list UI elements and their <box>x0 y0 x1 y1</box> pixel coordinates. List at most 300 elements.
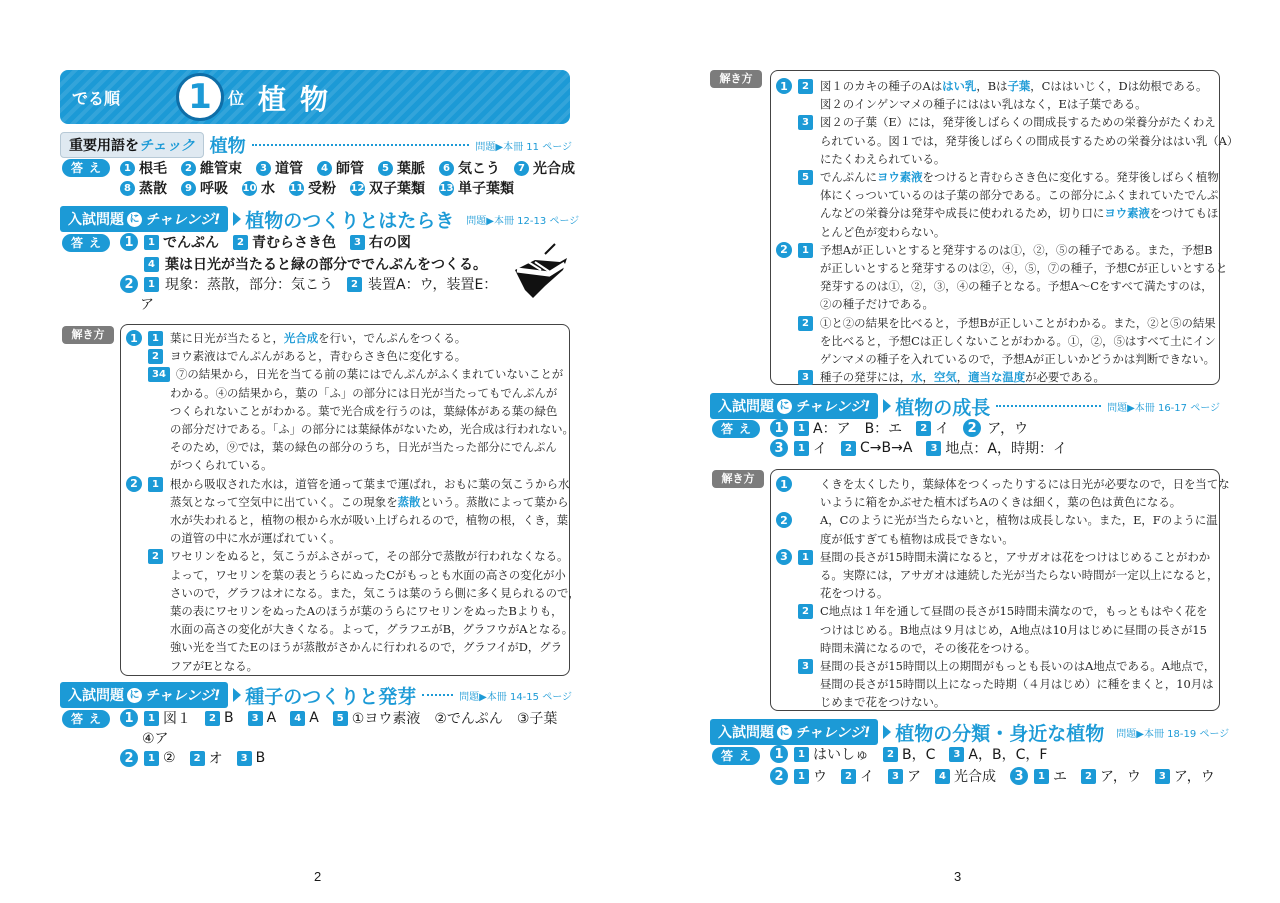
answer-label: 答え <box>62 710 110 728</box>
explanation-line <box>820 368 1105 386</box>
item-number: 2 <box>841 441 856 456</box>
answer-item <box>1081 766 1141 786</box>
answer-text: ア，ウ <box>1100 769 1141 785</box>
question-number: 1 <box>120 709 138 727</box>
explanation-line <box>820 584 888 602</box>
answer-text: 双子葉類 <box>369 181 425 197</box>
explanation-line <box>820 77 1207 95</box>
question-number: 2 <box>120 275 138 293</box>
question-number: 3 <box>776 549 792 565</box>
text-run: ⑦の結果から，日光を当てる前の葉にはでんぷんがふくまれていないことが <box>176 367 564 382</box>
answer-item <box>289 178 336 198</box>
answer-text: 蒸散 <box>139 181 167 197</box>
text-run: よって，ワセリンを葉の表とうらにぬったCがもっとも水面の高さの変化が小 <box>170 567 566 582</box>
item-number: 2 <box>233 235 248 250</box>
answer-text: 根毛 <box>139 161 167 177</box>
item-number: 11 <box>289 182 304 194</box>
answer-item <box>317 158 364 178</box>
answer-text: 受粉 <box>308 181 336 197</box>
explanation-line <box>170 529 341 547</box>
item-number: 4 <box>290 711 305 726</box>
question-number: 2 <box>776 512 792 528</box>
text-run: 水面の高さの変化が大きくなる。よって，グラフエがB，グラフウがAとなる。 <box>170 622 574 637</box>
answer-text: ア <box>907 769 921 785</box>
text-run: ， <box>956 370 969 385</box>
answer-text: 葉脈 <box>397 161 425 177</box>
challenge-1-title: 植物のつくりとはたらき <box>245 209 455 232</box>
text-run: 種子の発芽には， <box>820 370 912 385</box>
explanation-line <box>820 113 1216 131</box>
challenge-2-header <box>60 684 572 706</box>
item-number: 4 <box>317 161 332 176</box>
explanation-line <box>170 329 466 347</box>
answer-item <box>350 178 425 198</box>
explanation-line <box>820 204 1218 222</box>
text-run: つくられないことがわかる。葉で光合成を行うのは，葉緑体がある葉の緑色 <box>170 403 558 418</box>
sub-number: 1 <box>144 277 159 292</box>
text-run: ゲンマメの種子を入れているので，予想Aが正しいかどうかは判断できない。 <box>820 352 1216 366</box>
explanation-line <box>170 384 557 402</box>
keyword-answers-row-1 <box>120 158 583 178</box>
explanation-label: 解き方 <box>710 70 762 88</box>
explanation-line <box>820 621 1207 639</box>
answer-text: B <box>224 710 234 726</box>
text-run: フアがEとなる。 <box>170 658 259 673</box>
challenge-1-answer-row <box>144 254 487 274</box>
challenge-1-header <box>60 208 580 232</box>
banner-title: 植物 <box>258 83 343 116</box>
question-number: 1 <box>776 78 792 94</box>
text-run: そのため，⑨では，葉の緑色の部分のうち，日光が当たった部分にでんぷん <box>170 440 557 455</box>
explanation-line <box>820 657 1215 675</box>
item-number: 3 <box>350 235 365 250</box>
leaf-figure-icon <box>505 240 575 302</box>
question-number: 1 <box>770 745 788 763</box>
answer-item <box>439 178 514 198</box>
question-number: 2 <box>776 242 792 258</box>
item-number: 9 <box>181 181 196 196</box>
answer-text: オ <box>208 751 223 767</box>
text-run: 葉の表にワセリンをぬったAのほうが葉のうらにワセリンをぬったBよりも， <box>170 604 563 618</box>
explanation-line <box>820 223 945 241</box>
text-run: る。実際には，アサガオは連続した光が当たらない時間が一定以上になると， <box>820 568 1219 582</box>
challenge-4-title: 植物の分類・身近な植物 <box>895 722 1105 745</box>
explanation-line <box>820 530 1014 548</box>
challenge-pill: 入試問題 に チャレンジ! <box>60 206 228 232</box>
text-run: 昼間の長さが15時間以上の期間がもっとも長いのはA地点である。A地点で， <box>820 659 1216 673</box>
item-number: 2 <box>883 747 898 762</box>
answer-item <box>794 438 827 458</box>
item-number: 2 <box>205 711 220 726</box>
challenge-pill: 入試問題 に チャレンジ! <box>710 719 878 745</box>
sub-number: 2 <box>798 604 813 619</box>
text-run: んなどの栄養分は発芽や成長に使われるため，切り口に <box>820 206 1105 221</box>
sub-number: 2 <box>798 316 813 331</box>
text-run: 水が失われると，植物の根から水が吸い上げられるので，植物の根，くき，葉 <box>170 513 568 527</box>
item-number: 13 <box>439 182 454 194</box>
challenge-3-header <box>710 395 1220 417</box>
explanation-line <box>820 566 1218 584</box>
challenge-3-title: 植物の成長 <box>895 396 991 419</box>
answer-text: ア，ウ <box>987 421 1029 437</box>
explanation-label: 解き方 <box>62 326 114 344</box>
explanation-line <box>820 693 945 711</box>
explanation-line <box>820 241 1213 259</box>
challenge-1-answer-row <box>120 274 497 294</box>
answer-text: 光合成 <box>954 769 996 785</box>
answer-item <box>514 158 575 178</box>
explanation-line <box>820 186 1218 204</box>
item-number: 2 <box>916 421 931 436</box>
arrow-icon <box>883 725 891 739</box>
keyword-section-header <box>60 134 572 156</box>
text-run: にたくわえられている。 <box>820 151 946 166</box>
question-number: 2 <box>120 749 138 767</box>
answer-item <box>439 158 500 178</box>
answer-item <box>144 232 219 252</box>
answer-text: イ <box>935 421 950 437</box>
question-number: 2 <box>963 419 981 437</box>
item-number: 7 <box>514 161 529 176</box>
explanation-label: 解き方 <box>712 470 764 488</box>
question-number: 1 <box>120 233 138 251</box>
text-run: をつけると青むらさき色に変化する。発芽後しばらく植物 <box>922 170 1219 184</box>
page-number: 2 <box>314 869 322 884</box>
sub-number: 1 <box>798 243 813 258</box>
text-run: でんぷんに <box>820 170 877 184</box>
challenge-4-answer-row <box>770 766 1223 786</box>
explanation-line <box>820 639 1036 657</box>
explanation-line <box>170 547 568 565</box>
text-run: ②の種子だけである。 <box>820 297 934 312</box>
answer-item <box>350 232 411 252</box>
answer-item <box>883 744 935 764</box>
item-number: 2 <box>181 161 196 176</box>
answer-text: A <box>266 710 277 726</box>
right-page <box>640 0 1280 903</box>
explanation-line <box>820 259 1227 277</box>
answer-item <box>181 178 228 198</box>
answer-text: C→B→A <box>860 440 913 456</box>
highlight-term: 空気 <box>933 370 957 385</box>
item-number: 1 <box>144 711 159 726</box>
challenge-pill: 入試問題 に チャレンジ! <box>60 682 228 708</box>
explanation-line <box>170 475 569 493</box>
arrow-icon <box>883 399 891 413</box>
answer-text: 右の図 <box>369 235 411 251</box>
explanation-line <box>170 511 568 529</box>
text-run: 昼間の長さが15時間以上になった時期（４月はじめ）に種をまくと，10月は <box>820 677 1214 692</box>
answer-text: B，C <box>902 747 936 763</box>
text-run: 花をつける。 <box>820 586 889 601</box>
text-run: 昼間の長さが15時間未満になると，アサガオは花をつけはじめることがわか <box>820 549 1211 564</box>
answer-item <box>248 710 277 726</box>
item-number: 3 <box>237 751 252 766</box>
item-number: 3 <box>1155 769 1170 784</box>
arrow-icon <box>233 688 241 702</box>
item-number: 2 <box>190 751 205 766</box>
explanation-line <box>820 493 1181 511</box>
challenge-4-ref: 問題▶本冊 18-19 ページ <box>1116 728 1230 740</box>
answer-item <box>233 232 336 252</box>
text-run: 強い光を当てたEのほうが蒸散がさかんに行われるので，グラフイがD，グラ <box>170 640 563 655</box>
text-run: 度が低すぎても植物は成長できない。 <box>820 531 1014 546</box>
answer-item <box>181 158 242 178</box>
highlight-term: ヨウ素液 <box>1104 206 1150 221</box>
item-number: 1 <box>144 235 159 250</box>
explanation-line <box>820 150 945 168</box>
sub-number: 2 <box>148 549 163 564</box>
text-run: C地点は１年を通して昼間の長さが15時間未満なので，もっともはやく花を <box>820 604 1208 619</box>
answer-item <box>242 178 275 198</box>
explanation-line <box>820 548 1210 566</box>
answer-text: でんぷん <box>163 235 219 251</box>
explanation-line <box>820 511 1218 529</box>
answer-text: A <box>309 710 319 726</box>
explanation-line <box>170 420 574 438</box>
answer-text: エ <box>1053 769 1067 785</box>
text-run: ①と②の結果を比べると，予想Bが正しいことがわかる。また，②と⑤の結果 <box>820 315 1216 330</box>
item-number: 3 <box>949 747 964 762</box>
answer-item <box>190 748 223 768</box>
challenge-4-answer-row <box>770 744 1055 764</box>
text-run: を比べると，予想Cは正しくないことがわかる。①，②，⑤はすべて土にイン <box>820 333 1216 348</box>
explanation-line <box>170 602 563 620</box>
answer-text: ウ <box>813 769 827 785</box>
text-run: 葉に日光が当たると， <box>170 331 284 345</box>
answer-text: 道管 <box>275 161 303 177</box>
answer-text: 気こう <box>458 161 500 177</box>
item-number: 1 <box>144 751 159 766</box>
banner-rank-suffix: 位 <box>228 89 245 108</box>
answer-text: B <box>255 750 266 766</box>
item-number: 1 <box>794 769 809 784</box>
answer-label: 答え <box>712 420 760 438</box>
answer-label: 答え <box>62 159 110 177</box>
answer-item <box>290 710 319 726</box>
answer-text: 現象：蒸散，部分：気こう <box>165 277 333 293</box>
answer-item <box>378 158 425 178</box>
sub-number: 2 <box>347 277 362 292</box>
arrow-icon <box>233 212 241 226</box>
item-number: 1 <box>120 161 135 176</box>
text-run: 体にくっついているのは子葉の部分である。この部分にふくまれていたでんぷ <box>820 188 1219 203</box>
explanation-line <box>820 475 1230 493</box>
text-run: 根から吸収された水は，道管を通って葉まで運ばれ，おもに葉の気こうから水 <box>170 476 570 491</box>
sub-number: 34 <box>148 367 170 382</box>
keyword-pill: 重要用語をチェック <box>60 132 204 158</box>
answer-item <box>256 158 303 178</box>
text-run: 図２のインゲンマメの種子にははい乳はなく，Eは子葉である。 <box>820 97 1147 112</box>
answer-item <box>1034 766 1067 786</box>
answer-text: A，B，C，F <box>968 747 1048 763</box>
text-run: A，Cのように光が当たらないと，植物は成長しない。また，E，Fのように温 <box>820 513 1218 528</box>
answer-item <box>916 418 949 438</box>
text-run: 蒸気となって空気中に出ていく。この現象を <box>170 494 398 509</box>
answer-item <box>841 440 912 456</box>
text-run: くきを太くしたり，葉緑体をつくったりするには日光が必要なので，日を当てな <box>820 477 1230 491</box>
item-number: 6 <box>439 161 454 176</box>
question-number: 1 <box>770 419 788 437</box>
question-number: 2 <box>126 476 142 492</box>
banner-deru: でる順 <box>72 89 121 108</box>
answer-text: イ <box>813 441 827 457</box>
challenge-4-header <box>710 721 1230 745</box>
text-run: いように箱をかぶせた植木ばちAのくきは細く，葉の色は黄色になる。 <box>820 495 1182 510</box>
challenge-2-title: 種子のつくりと発芽 <box>245 685 417 708</box>
explanation-line <box>170 493 568 511</box>
question-number: 2 <box>770 767 788 785</box>
text-run: が正しいとすると発芽するのは②，④，⑤，⑦の種子，予想Cが正しいとすると <box>820 261 1228 275</box>
answer-text: 光合成 <box>533 161 575 177</box>
text-run: じめまで花をつけない。 <box>820 695 946 710</box>
text-run: られている。図１では，発芽後しばらくの間成長するための栄養分ははい乳（A） <box>820 133 1239 148</box>
text-run: 図１のカキの種子のAは <box>820 79 943 93</box>
item-number: 1 <box>794 421 809 436</box>
explanation-line <box>170 657 258 675</box>
explanation-line <box>820 95 1147 113</box>
explanation-line <box>170 566 566 584</box>
answer-item <box>333 708 558 728</box>
keyword-answers-row-2 <box>120 178 522 198</box>
highlight-term: 光合成 <box>283 331 319 345</box>
text-run: ワセリンをぬると，気こうがふさがって，その部分で蒸散が行われなくなる。 <box>170 549 569 564</box>
answer-item <box>144 708 191 728</box>
text-run: ，Bは <box>976 79 1008 93</box>
text-run: が必要である。 <box>1025 370 1105 385</box>
answer-text: 維管束 <box>200 161 242 177</box>
chapter-banner <box>60 70 570 124</box>
highlight-term: 適当な温度 <box>968 370 1026 385</box>
answer-item <box>120 178 167 198</box>
answer-text: 呼吸 <box>200 181 228 197</box>
sub-number: 1 <box>798 550 813 565</box>
highlight-term: 蒸散 <box>397 494 421 509</box>
item-number: 2 <box>1081 769 1096 784</box>
answer-item <box>1155 766 1215 786</box>
explanation-line <box>170 638 562 656</box>
answer-text: 師管 <box>336 161 364 177</box>
item-number: 5 <box>333 711 348 726</box>
question-number: 3 <box>1010 767 1028 785</box>
sub-number: 3 <box>798 115 813 130</box>
answer-item <box>926 438 1067 458</box>
explanation-line <box>176 365 563 383</box>
answer-text: はいしゅ <box>813 747 869 763</box>
explanation-line <box>820 602 1207 620</box>
answer-item <box>237 750 266 766</box>
item-number: 1 <box>794 747 809 762</box>
challenge-pill: 入試問題 に チャレンジ! <box>710 393 878 419</box>
item-number: 1 <box>1034 769 1049 784</box>
challenge-1-ref: 問題▶本冊 12-13 ページ <box>466 215 580 227</box>
explanation-line <box>820 314 1216 332</box>
item-number: 1 <box>794 441 809 456</box>
text-run: ヨウ素液はでんぷんがあると，青むらさき色に変化する。 <box>170 349 467 364</box>
item-number: 12 <box>350 182 365 194</box>
explanation-line <box>820 295 934 313</box>
challenge-3-ref: 問題▶本冊 16-17 ページ <box>1107 402 1220 414</box>
answer-text: 装置A：ウ，装置E： <box>368 277 498 293</box>
explanation-line <box>820 675 1214 693</box>
challenge-2-answer-row <box>120 748 273 768</box>
answer-text: ② <box>163 750 176 766</box>
dotted-leader <box>422 694 453 696</box>
item-number: 3 <box>888 769 903 784</box>
question-number: 1 <box>776 476 792 492</box>
challenge-2-answer-row <box>142 728 169 748</box>
highlight-term: 水 <box>911 370 923 385</box>
page-number: 3 <box>954 869 962 884</box>
text-run: 時間未満になるので，その後花をつける。 <box>820 640 1037 655</box>
answer-item <box>841 766 874 786</box>
challenge-3-answer-row <box>770 438 1075 458</box>
text-run: わかる。④の結果から，葉の「ふ」の部分には日光が当たってもでんぷんが <box>170 385 558 400</box>
answer-text: 図１ <box>163 711 191 727</box>
explanation-line <box>170 620 573 638</box>
question-number: 1 <box>126 330 142 346</box>
answer-item <box>949 744 1047 764</box>
challenge-1-answer-row <box>140 294 154 314</box>
sub-number: 2 <box>798 79 813 94</box>
highlight-term: 子葉 <box>1007 79 1031 93</box>
highlight-term: ヨウ素液 <box>876 170 923 184</box>
explanation-line <box>820 132 1238 150</box>
challenge-3-answer-row <box>770 418 1028 438</box>
explanation-line <box>170 402 557 420</box>
text-run: さいので，グラフはオになる。また，気こうは葉のうら側に多く見られるので， <box>170 585 580 600</box>
challenge-2-answer-row <box>120 708 565 728</box>
answer-item <box>794 418 902 438</box>
item-number: 3 <box>256 161 271 176</box>
item-number: 3 <box>248 711 263 726</box>
sub-number: 4 <box>144 257 159 272</box>
answer-item <box>120 158 167 178</box>
challenge-1-answer-row <box>120 232 419 252</box>
text-run: がつくられている。 <box>170 458 273 473</box>
text-run: ， <box>922 370 934 385</box>
explanation-line <box>170 584 580 602</box>
text-run: ，Cははいじく，Dは幼根である。 <box>1030 79 1208 93</box>
text-run: という。蒸散によって葉から <box>420 494 569 509</box>
text-run: を行い，でんぷんをつくる。 <box>318 331 467 345</box>
answer-text: 地点：A，時期：イ <box>945 441 1067 457</box>
item-number: 4 <box>935 769 950 784</box>
answer-text: ア <box>140 297 154 313</box>
answer-item <box>794 766 827 786</box>
item-number: 3 <box>926 441 941 456</box>
item-number: 10 <box>242 182 257 194</box>
question-number: 3 <box>770 439 788 457</box>
sub-number: 5 <box>798 170 813 185</box>
highlight-term: はい乳 <box>942 79 977 93</box>
text-run: の部分だけである。「ふ」の部分には葉緑体がないため，光合成は行われない。 <box>170 422 574 436</box>
explanation-line <box>170 347 466 365</box>
answer-item <box>794 744 869 764</box>
answer-text: ④ア <box>142 731 169 747</box>
explanation-line <box>820 332 1216 350</box>
sub-number: 3 <box>798 370 813 385</box>
dotted-leader <box>996 405 1101 407</box>
sub-number: 2 <box>148 349 163 364</box>
text-run: 発芽するのは①，②，③，④の種子となる。予想A～Cをすべて満たすのは， <box>820 279 1213 294</box>
item-number: 5 <box>378 161 393 176</box>
dotted-leader <box>252 144 470 146</box>
explanation-line <box>170 456 273 474</box>
answer-text: A：ア B：エ <box>813 421 903 437</box>
explanation-line <box>820 350 1215 368</box>
answer-text: 単子葉類 <box>458 181 514 197</box>
